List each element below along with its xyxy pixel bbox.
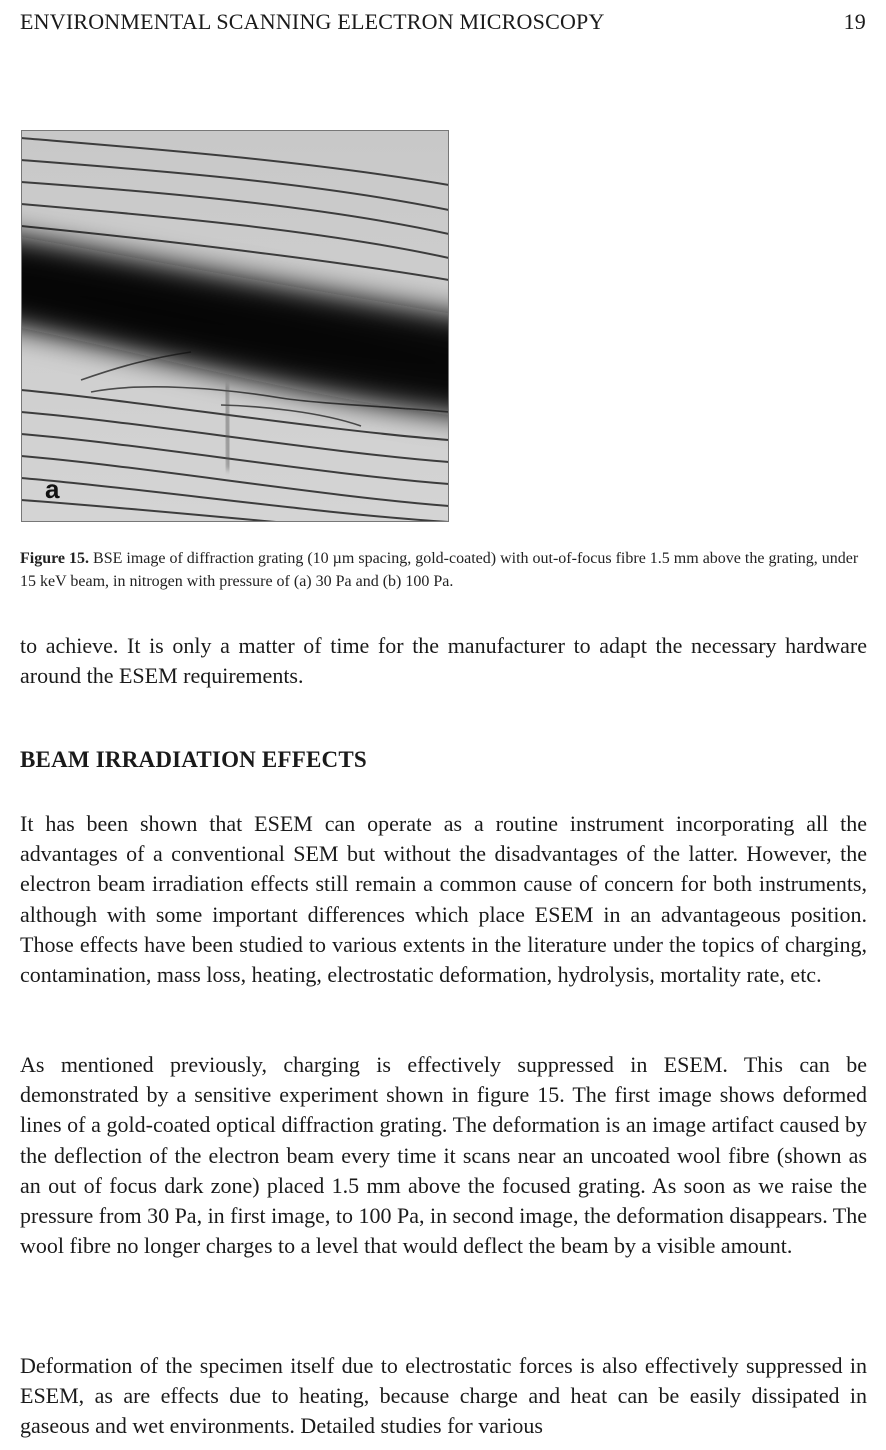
paragraph-beam-effects: It has been shown that ESEM can operate as a routine instrument incorporating all the advantages of a conventional SEM but without the disadvantages of the latter. However, the electron beam irradiation effects still remain a common cause of concern for both instruments, although with some important differences which place ESEM in an advantageous position. Those effects have been studied to various extents in the literature under the topics of charging, contamination, mass loss, heating, electrostatic deformation, hydrolysis, mortality rate, etc.: [20, 811, 867, 988]
page-number: 19: [843, 9, 866, 34]
caption-label: Figure 15.: [20, 550, 90, 567]
bse-micrograph: [21, 130, 449, 522]
running-title: ENVIRONMENTAL SCANNING ELECTRON MICROSCOPY: [20, 9, 605, 34]
figure-caption: [20, 547, 870, 593]
paragraph-charging: As mentioned previously, charging is effectively suppressed in ESEM. This can be demonstrated by a sensitive experiment shown in figure 15. The first image shows deformed lines of a gold-coated optical diffraction grating. The deformation is an image artifact caused by the deflection of the electron beam every time it scans near an uncoated wool fibre (shown as an out of focus dark zone) placed 1.5 mm above the focused grating. As soon as we raise the pressure from 30 Pa, in first image, to 100 Pa, in second image, the deformation disappears. The wool fibre no longer charges to a level that would deflect the beam by a visible amount.: [20, 1052, 867, 1259]
paragraph-continuation: to achieve. It is only a matter of time for the manufacturer to adapt the necessary hardware around the ESEM requirements.: [20, 633, 867, 689]
paragraph-deformation: Deformation of the specimen itself due to electrostatic forces is also effectively suppressed in ESEM, as are effects due to heating, because charge and heat can be easily dissipated in gaseous and wet environments. Detailed studies for various: [20, 1353, 867, 1439]
panel-label-a: a: [45, 474, 60, 504]
caption-text: BSE image of diffraction grating (10 µm spacing, gold-coated) with out-of-focus fibre 1.5 mm above the grating, under 15 keV beam, in nitrogen with pressure of (a) 30 Pa and (b) 100 Pa.: [20, 550, 859, 590]
figure-15-image: [21, 130, 449, 522]
section-heading: BEAM IRRADIATION EFFECTS: [20, 747, 367, 772]
running-header: [20, 9, 866, 35]
